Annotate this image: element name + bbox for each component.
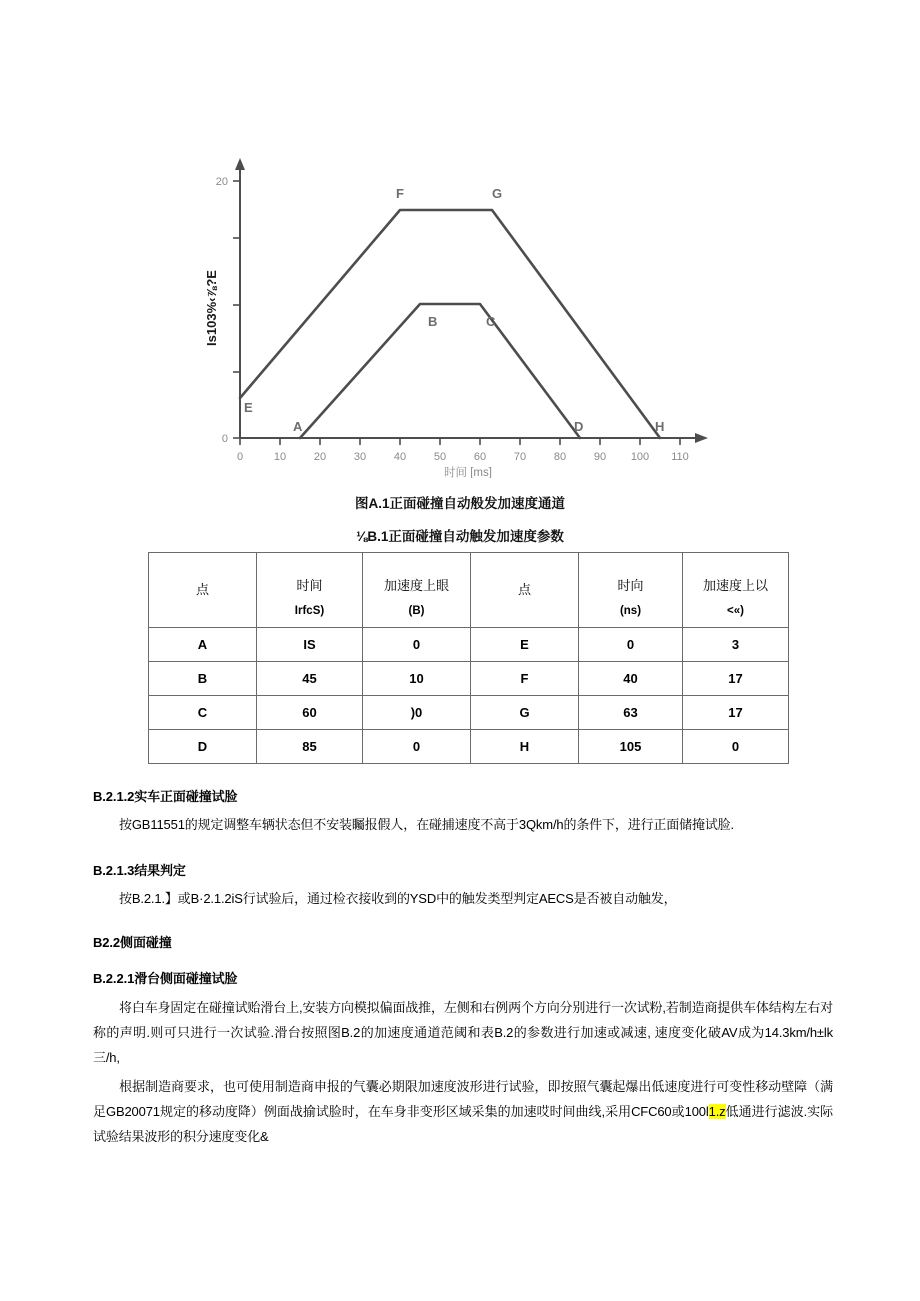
table-row [149,730,789,764]
svg-text:80: 80 [553,451,567,463]
svg-text:30: 30 [353,451,367,463]
cell-time: IS [257,628,363,662]
cell-accel-2: 3 [683,628,789,662]
svg-text:100: 100 [630,451,650,463]
table-row [149,628,789,662]
highlighted-text: 1.z [708,1104,726,1119]
svg-text:10: 10 [273,451,287,463]
acceleration-parameters-table [148,552,789,764]
cell-point-2: E [471,628,579,662]
point-label-A: A [293,419,303,434]
svg-text:40: 40 [393,451,407,463]
cell-point: A [149,628,257,662]
cell-accel-2: 17 [683,696,789,730]
cell-time-2: 63 [579,696,683,730]
header-cell-time-1 [257,553,363,628]
cell-time: 60 [257,696,363,730]
section-heading-b212: B.2.1.2实车正面碰撞试脸 [93,789,238,804]
svg-text:70: 70 [513,451,527,463]
cell-point-2: H [471,730,579,764]
cell-time-2: 40 [579,662,683,696]
y-axis-arrow [235,158,245,170]
header-accel-lower-unit: <«) [727,604,744,617]
cell-point-2: F [471,662,579,696]
cell-point-2: G [471,696,579,730]
cell-accel: )0 [363,696,471,730]
y-axis-ticks [233,181,240,438]
cell-point: B [149,662,257,696]
cell-accel-2: 17 [683,662,789,696]
paragraph-b221b-pre: 根据制造商要求，也可使用制造商申报的气囊必期限加速度波形进行试验，即按照气囊起爆出低速度进行可变性移动壁障（满足GB20071规定的移动度降）例面战揄试脸时，在车身非变形区域采集的加速哎时间曲线,采用CFC60或100l [93,1079,833,1119]
table-header-row [149,553,789,628]
acceleration-corridor-chart [200,148,720,478]
paragraph-b213 [93,886,833,911]
svg-text:50: 50 [433,451,447,463]
x-axis-ticks [240,438,680,445]
point-label-F: F [396,186,404,201]
paragraph-b221b-post: 低通进行滤波.实际试验结果波形的积分速度变化& [93,1104,833,1144]
point-label-E: E [244,400,253,415]
header-time-1-label: 时间 [296,578,323,594]
svg-text:0: 0 [221,433,228,445]
cell-time: 85 [257,730,363,764]
svg-text:20: 20 [215,176,228,188]
paragraph-b221-second [93,1074,833,1149]
table-caption: ⅛B.1正面碰撞自动触发加速度参数 [356,529,564,544]
section-heading-b22: B2.2侧面碰撞 [93,935,172,950]
upper-corridor-line [240,210,660,438]
svg-text:0: 0 [236,451,244,463]
header-point-1-label: 点 [195,582,209,597]
cell-time: 45 [257,662,363,696]
cell-point: D [149,730,257,764]
cell-accel-2: 0 [683,730,789,764]
paragraph-b221 [93,995,833,1070]
figure-caption: 图A.1正面碰撞自动般发加速度通道 [354,496,565,511]
header-point-2-label: 点 [517,582,531,597]
table-row [149,696,789,730]
point-label-C: C [486,314,496,329]
x-axis-label: 时间 [ms] [444,467,492,478]
header-cell-accel-lower [683,553,789,628]
header-cell-accel-upper [363,553,471,628]
svg-text:60: 60 [473,451,487,463]
header-accel-lower-label: 加速度上以 [702,578,768,594]
figure-acceleration-corridor [0,148,920,478]
cell-accel: 0 [363,730,471,764]
paragraph-b212-text: 按GB11551的规定调整车辆状态但不安装矚报假人，在碰捕速度不高于3Qkm/h的条件下，进行正面储掩试脸. [119,817,734,832]
svg-text:90: 90 [593,451,607,463]
header-time-1-unit: IrfcS) [294,604,325,617]
table-row [149,662,789,696]
y-axis-label: Is103%‹⅞?E [204,270,219,346]
header-time-2-label: 时向 [617,578,644,594]
cell-time-2: 0 [579,628,683,662]
cell-accel: 10 [363,662,471,696]
cell-time-2: 105 [579,730,683,764]
svg-text:20: 20 [313,451,327,463]
header-cell-point-2 [471,553,579,628]
header-accel-upper-unit: (B) [408,604,425,617]
section-heading-b221: B.2.2.1滑台侧面碰撞试脸 [93,971,238,986]
header-cell-point-1 [149,553,257,628]
paragraph-b212 [93,812,833,837]
point-label-B: B [428,314,438,329]
header-cell-time-2 [579,553,683,628]
x-axis-arrow [695,433,708,443]
header-accel-upper-label: 加速度上眼 [383,578,449,594]
cell-point: C [149,696,257,730]
lower-corridor-line [300,304,580,438]
x-tick-labels [237,451,689,463]
point-label-G: G [492,186,503,201]
paragraph-b213-text: 按B.2.1.】或B·2.1.2iS行试验后，通过检衣接收到的YSD中的触发类型判定AECS是否被自动触发， [119,891,677,906]
svg-text:110: 110 [671,451,689,463]
cell-accel: 0 [363,628,471,662]
section-heading-b213: B.2.1.3结果判定 [93,863,186,878]
point-label-D: D [574,419,584,434]
corridor-point-labels [244,186,664,434]
point-label-H: H [655,419,665,434]
paragraph-b221-text: 将白车身固定在碰撞试贻滑台上,安装方向模拟偏面战推，左侧和右例两个方向分别进行一次试粉,若制造商提供车体结构左右对称的声明.则可只进行一次试验.滑台按照图B.2的加速度通道范阈和表B.2的参数进行加速或减速, 速度变化破AV成为14.3km/h±lk三/h, [93,1000,833,1065]
header-time-2-unit: (ns) [619,604,642,617]
